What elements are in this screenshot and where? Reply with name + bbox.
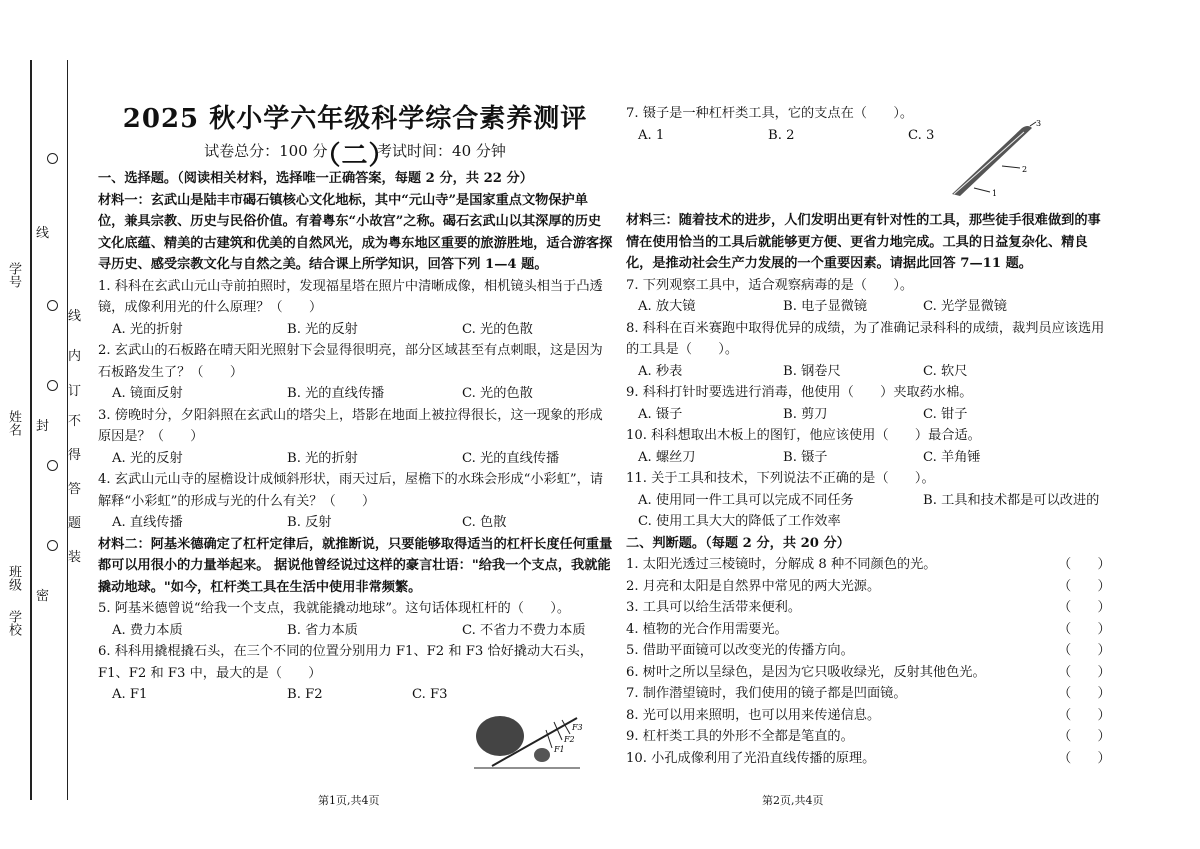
option: A. 光的反射 [112, 450, 183, 466]
question-11-options [626, 490, 1108, 512]
question-3-options [98, 448, 613, 470]
judge-item [626, 726, 1111, 748]
question-11-options-row2 [626, 511, 1108, 533]
option: B. 镊子 [783, 449, 828, 465]
left-column [98, 168, 613, 706]
judge-text: 10. 小孔成像利用了光沿直线传播的原理。 [626, 750, 876, 766]
option: A. 秒表 [638, 363, 683, 379]
question-7-tweezers: 7. 镊子是一种杠杆类工具，它的支点在（ ）。 [626, 106, 914, 121]
option: C. 使用工具大大的降低了工作效率 [638, 514, 841, 529]
judge-text: 1. 太阳光透过三棱镜时，分解成 8 种不同颜色的光。 [626, 557, 937, 572]
question-2: 2. 玄武山的石板路在晴天阳光照射下会显得很明亮，部分区域甚至有点刺眼，这是因为石板路发生了？（ ） [98, 343, 603, 380]
seal-char: 得 [68, 448, 82, 463]
question-7-options [626, 296, 1108, 318]
question-9-options [626, 404, 1108, 426]
judge-item [626, 597, 1111, 619]
label-line [974, 188, 990, 192]
fig-label: 3 [1036, 119, 1042, 128]
option: C. 软尺 [923, 363, 968, 379]
answer-paren: （ ） [1058, 621, 1111, 637]
option: B. 光的反射 [287, 321, 358, 337]
option: C. F3 [412, 687, 448, 702]
question-4: 4. 玄武山元山寺的屋檐设计成倾斜形状，雨天过后，屋檐下的水珠会形成“小彩虹”，请解释“小彩虹”的形成与光的什么有关？（ ） [98, 472, 604, 509]
seal-char: 封 [36, 419, 50, 434]
judge-text: 9. 杠杆类工具的外形不全都是笔直的。 [626, 729, 854, 744]
judge-item [626, 748, 1111, 770]
seal-char: 内 [68, 349, 82, 364]
fig-label: 1 [992, 189, 998, 198]
exam-time: 考试时间：40 分钟 [377, 142, 506, 160]
field-name: 姓名 [6, 410, 21, 436]
question-10: 10. 科科想取出木板上的图钉，他应该使用（ ）最合适。 [626, 428, 981, 443]
question-1: 1. 科科在玄武山元山寺前拍照时，发现福星塔在照片中清晰成像，相机镜头相当于凸透镜，成像利用光的什么原理？（ ） [98, 278, 603, 315]
option: A. 直线传播 [112, 515, 183, 530]
seal-char: 密 [36, 589, 50, 604]
seal-char: 订 [68, 384, 82, 399]
field-school: 学校 [6, 610, 21, 636]
question-2-options [98, 383, 613, 405]
option: B. 反射 [287, 515, 332, 530]
option: C. 光学显微镜 [923, 299, 1007, 314]
judge-text: 5. 借助平面镜可以改变光的传播方向。 [626, 643, 854, 658]
answer-paren: （ ） [1058, 686, 1111, 701]
question-9: 9. 科科打针时要选进行消毒，他使用（ ）夹取药水棉。 [626, 385, 973, 400]
option: A. 1 [638, 127, 665, 143]
page-footer-right: 第2页,共4页 [762, 794, 824, 807]
judge-item [626, 662, 1111, 684]
seal-char: 不 [68, 414, 82, 429]
lever-rock-figure [472, 710, 582, 770]
option: A. 光的折射 [112, 321, 183, 337]
question-7: 7. 下列观察工具中，适合观察病毒的是（ ）。 [626, 277, 914, 293]
seal-char: 装 [68, 550, 82, 565]
exam-info [100, 140, 610, 161]
binding-hole [47, 380, 58, 391]
option: B. 光的折射 [287, 450, 358, 466]
question-3: 3. 傍晚时分，夕阳斜照在玄武山的塔尖上，塔影在地面上被拉得很长，这一现象的形成原因是？（ ） [98, 407, 603, 444]
question-10-options [626, 447, 1108, 469]
judge-text: 3. 工具可以给生活带来便利。 [626, 600, 802, 615]
section-judge-heading: 二、判断题。（每题 2 分，共 20 分） [626, 535, 850, 551]
force-label: F1 [554, 745, 565, 754]
option: C. 光的色散 [462, 321, 533, 337]
judge-text: 4. 植物的光合作用需要光。 [626, 621, 788, 637]
option: C. 钳子 [923, 406, 968, 422]
answer-paren: （ ） [1058, 600, 1111, 615]
section-choice-heading: 一、选择题。（阅读相关材料，选择唯一正确答案，每题 2 分，共 22 分） [98, 171, 533, 186]
question-4-options [98, 512, 613, 534]
judge-item [626, 576, 1111, 598]
page-title: 2025 秋小学六年级科学综合素养测评（二） [122, 104, 588, 171]
binding-strip [0, 0, 80, 849]
seal-char: 题 [68, 516, 82, 531]
field-class: 班级 [6, 565, 21, 591]
option: C. 光的直线传播 [462, 450, 560, 466]
option: B. 2 [768, 127, 795, 143]
page-footer-left: 第1页,共4页 [318, 794, 380, 807]
option: B. 电子显微镜 [783, 299, 868, 314]
answer-paren: （ ） [1058, 557, 1111, 572]
tweezers-gap [954, 132, 1024, 194]
option: B. 剪刀 [783, 406, 828, 422]
judge-item [626, 705, 1111, 727]
judge-item [626, 554, 1111, 576]
answer-paren: （ ） [1058, 643, 1111, 658]
fig-label: 2 [1022, 165, 1028, 174]
material-3: 材料三：随着技术的进步，人们发明出更有针对性的工具，那些徒手很难做到的事情在使用恰当的工具后就能够更方便、更省力地完成。工具的日益复杂化、精良化，是推动社会生产力发展的一个重要因素。请据此回答 7—11 题。 [626, 213, 1101, 271]
option: B. 钢卷尺 [783, 363, 841, 379]
question-8-options [626, 361, 1108, 383]
binding-hole [47, 300, 58, 311]
option: B. 省力本质 [287, 622, 358, 638]
judge-item [626, 619, 1111, 641]
answer-paren: （ ） [1058, 707, 1111, 723]
answer-paren: （ ） [1058, 664, 1111, 680]
binding-line-inner [67, 60, 68, 800]
judge-text: 6. 树叶之所以呈绿色，是因为它只吸收绿光，反射其他色光。 [626, 664, 986, 680]
seal-char: 答 [68, 482, 82, 497]
option: A. 费力本质 [112, 622, 183, 638]
option: B. F2 [287, 687, 323, 702]
question-5: 5. 阿基米德曾说“给我一个支点，我就能撬动地球”。这句话体现杠杆的（ ）。 [98, 601, 571, 616]
tweezers-figure [950, 118, 1040, 198]
label-line [1002, 166, 1020, 168]
force-label: F3 [572, 723, 583, 732]
question-11: 11. 关于工具和技术，下列说法不正确的是（ ）。 [626, 471, 935, 486]
answer-paren: （ ） [1058, 729, 1111, 744]
judge-item [626, 640, 1111, 662]
judge-text: 2. 月亮和太阳是自然界中常见的两大光源。 [626, 578, 881, 594]
option: A. 放大镜 [638, 299, 696, 314]
seal-char: 线 [36, 226, 50, 241]
binding-hole [47, 153, 58, 164]
answer-paren: （ ） [1058, 578, 1111, 594]
binding-hole [47, 460, 58, 471]
field-student-id: 学号 [6, 262, 21, 288]
total-score: 试卷总分：100 分 [204, 142, 328, 160]
option: A. 镊子 [638, 406, 683, 422]
binding-line-outer [30, 60, 32, 800]
seal-char: 线 [68, 309, 82, 324]
material-2: 材料二：阿基米德确定了杠杆定律后，就推断说，只要能够取得适当的杠杆长度任何重量都可以用很小的力量举起来。 据说他曾经说过这样的豪言壮语："给我一个支点，我就能撬动地球。"如今，杠杆类工具在生活中使用非常频繁。 [98, 536, 613, 595]
option: C. 光的色散 [462, 386, 533, 401]
fulcrum-rock [534, 748, 550, 762]
option: C. 不省力不费力本质 [462, 622, 586, 638]
force-label: F2 [564, 735, 575, 744]
option: A. 螺丝刀 [638, 449, 696, 465]
question-1-options [98, 319, 613, 341]
option: B. 光的直线传播 [287, 386, 385, 401]
big-rock [476, 716, 524, 756]
question-8: 8. 科科在百米赛跑中取得优异的成绩，为了准确记录科科的成绩，裁判员应该选用的工具是（ ）。 [626, 320, 1105, 357]
option: A. 使用同一件工具可以完成不同任务 [638, 492, 854, 508]
answer-paren: （ ） [1058, 750, 1111, 766]
binding-hole [47, 540, 58, 551]
option: A. F1 [112, 687, 148, 702]
material-1: 材料一：玄武山是陆丰市碣石镇核心文化地标，其中“元山寺”是国家重点文物保护单位，兼具宗教、历史与民俗价值。有着粤东“小故宫”之称。碣石玄武山以其深厚的历史文化底蕴、精美的古建筑和优美的自然风光，成为粤东地区重要的旅游胜地，适合游客探寻历史、感受宗教文化与自然之美。结合课上所学知识，回答下列 1—4 题。 [98, 192, 613, 272]
judge-item [626, 683, 1111, 705]
option: A. 镜面反射 [112, 386, 183, 401]
question-6-options [98, 684, 613, 706]
question-6: 6. 科科用撬棍撬石头，在三个不同的位置分别用力 F1、F2 和 F3 恰好撬动大石头，F1、F2 和 F3 中，最大的是（ ） [98, 644, 593, 681]
option: C. 3 [908, 127, 935, 143]
option: B. 工具和技术都是可以改进的 [923, 492, 1100, 508]
judge-text: 8. 光可以用来照明，也可以用来传递信息。 [626, 707, 881, 723]
option: C. 羊角锤 [923, 449, 981, 465]
judge-text: 7. 制作潜望镜时，我们使用的镜子都是凹面镜。 [626, 686, 907, 701]
right-column [626, 103, 1111, 769]
question-5-options [98, 620, 613, 642]
option: C. 色散 [462, 515, 507, 530]
